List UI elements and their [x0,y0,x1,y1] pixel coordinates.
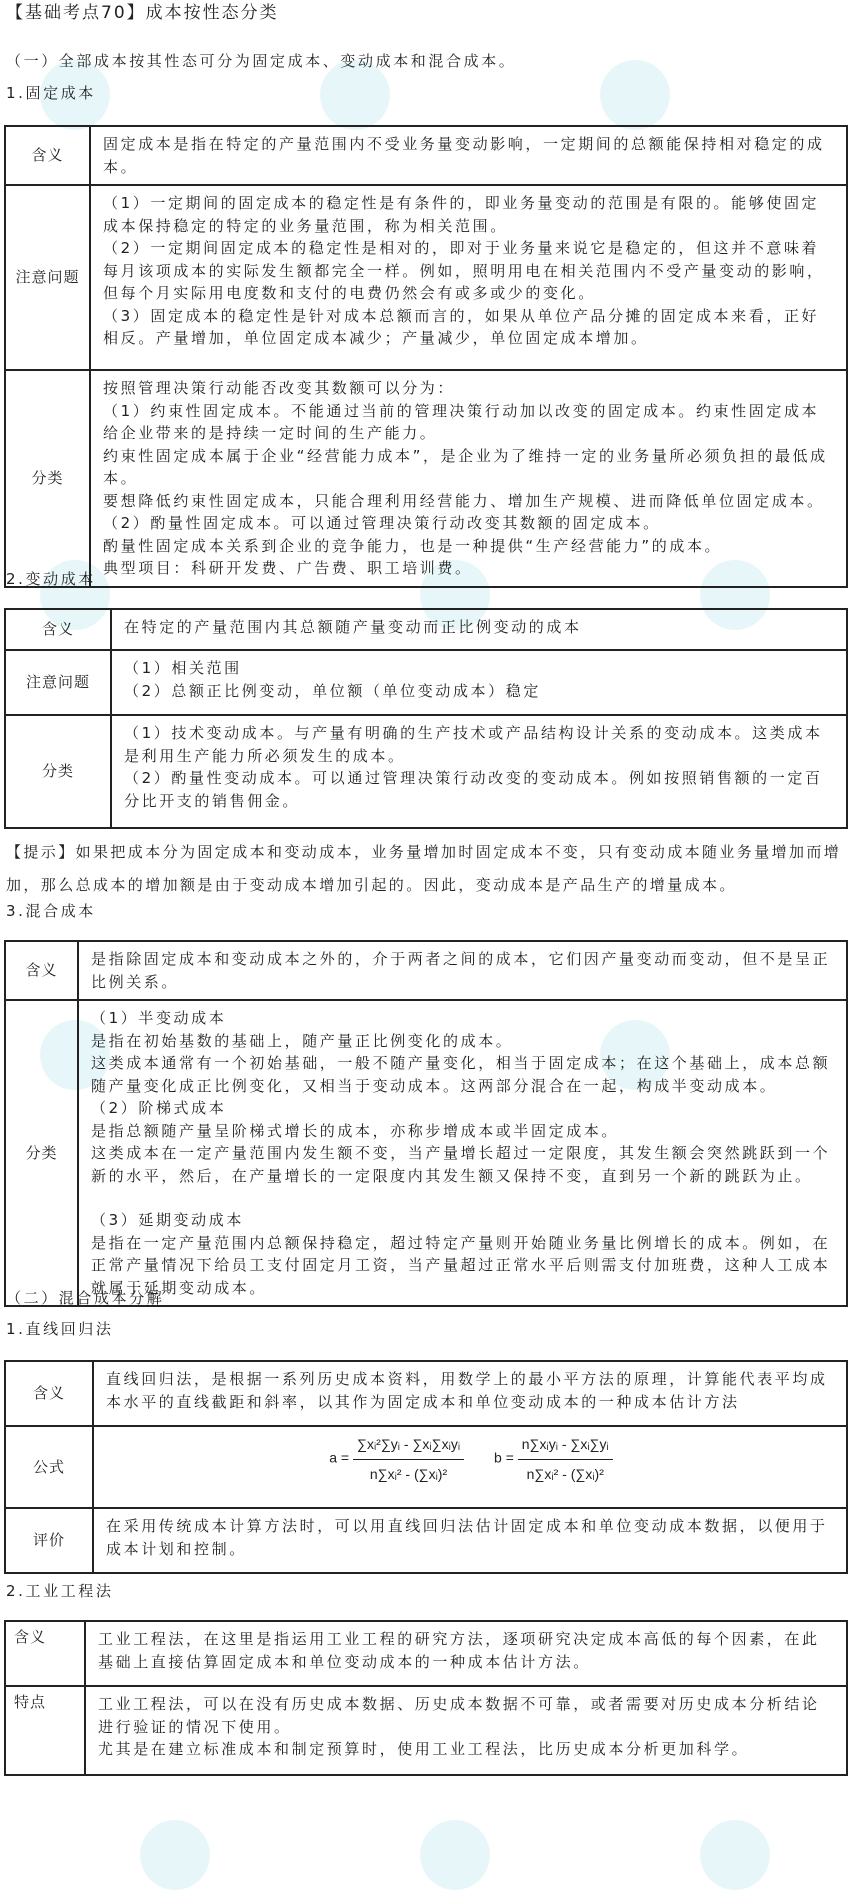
paragraph: （1）相关范围 [124,659,242,677]
paragraph: （3）延期变动成本 [91,1211,244,1229]
table-row [5,609,847,650]
mixed-cost-table [4,940,848,1307]
formula-a [329,1433,464,1485]
formula-b-lhs: b = [494,1449,514,1466]
paragraph: 工业工程法，在这里是指运用工业工程的研究方法，逐项研究决定成本高低的每个因素，在此基础上直接估算固定成本和单位变动成本的一种成本估计方法。 [98,1630,820,1671]
fixed-cost-table [4,125,848,588]
formula-cell [93,1426,847,1508]
paragraph: 这类成本通常有一个初始基础，一般不随产量变化，相当于固定成本；在这个基础上，成本总额随产量变化成正比例变化，又相当于变动成本。这两部分混合在一起，构成半变动成本。 [91,1054,831,1095]
page-title: 【基础考点70】成本按性态分类 [6,3,279,23]
row-label: 分类 [5,715,111,828]
watermark-logo [700,1820,770,1890]
variable-cost-table [4,608,848,829]
row-content [111,650,847,715]
row-content [90,185,847,370]
paragraph: （2）阶梯式成本 [91,1099,227,1117]
table-row [5,715,847,828]
row-label: 注意问题 [5,650,111,715]
table-row [5,126,847,185]
formula-b-denominator: n∑xᵢ² - (∑xᵢ)² [526,1465,604,1482]
formula-a-lhs: a = [329,1449,350,1466]
paragraph: 典型项目：科研开发费、广告费、职工培训费。 [103,559,473,577]
paragraph: 在特定的产量范围内其总额随产量变动而正比例变动的成本 [124,618,582,636]
table-row [5,1426,847,1508]
watermark-logo [420,1820,490,1890]
table-row [5,185,847,370]
section-heading-fixed: 1.固定成本 [6,84,96,102]
paragraph: 是指在初始基数的基础上，随产量正比例变化的成本。 [91,1031,514,1050]
paragraph: 按照管理决策行动能否改变其数额可以分为： [103,379,456,397]
row-content [111,715,847,828]
tip-text: 【提示】如果把成本分为固定成本和变动成本，业务量增加时固定成本不变，只有变动成本随业务量增加而增加，那么总成本的增加额是由于变动成本增加引起的。因此，变动成本是产品生产的增量成本。 [6,843,842,894]
row-content: 在采用传统成本计算方法时，可以用直线回归法估计固定成本和单位变动成本数据，以便用于成本计划和控制。 [93,1508,847,1573]
paragraph: （3）固定成本的稳定性是针对成本总额而言的，如果从单位产品分摊的固定成本来看，正好相反。产量增加，单位固定成本减少；产量减少，单位固定成本增加。 [103,306,820,347]
paragraph: 是指除固定成本和变动成本之外的，介于两者之间的成本，它们因产量变动而变动，但不是呈正比例关系。 [91,950,831,991]
table-row [5,1621,847,1686]
intro-text: （一）全部成本按其性态可分为固定成本、变动成本和混合成本。 [6,52,517,70]
table-row [5,650,847,715]
row-content: 直线回归法，是根据一系列历史成本资料，用数学上的最小平方法的原理，计算能代表平均成本水平的直线截距和斜率，以其作为固定成本和单位变动成本的一种成本估计方法 [93,1361,847,1426]
table-row [5,370,847,587]
paragraph: 要想降低约束性固定成本，只能合理利用经营能力、增加生产规模、进而降低单位固定成本。 [103,491,825,510]
paragraph: 尤其是在建立标准成本和制定预算时，使用工业工程法，比历史成本分析更加科学。 [98,1740,750,1758]
paragraph: （1）半变动成本 [91,1009,227,1027]
formula-b [494,1433,613,1485]
row-content [90,126,847,185]
paragraph: 工业工程法，可以在没有历史成本数据、历史成本数据不可靠，或者需要对历史成本分析结论进行验证的情况下使用。 [98,1695,820,1736]
row-content [111,609,847,650]
paragraph: 是指在一定产量范围内总额保持稳定，超过特定产量则开始随业务量比例增长的成本。例如，在正常产量情况下给员工支付固定月工资，当产量超过正常水平后则需支付加班费，这种人工成本就属于延期变动成本。 [91,1233,831,1297]
section-heading-decomposition: （二）混合成本分解 [6,1289,165,1307]
formula-a-numerator: ∑xᵢ²∑yᵢ - ∑xᵢ∑xᵢyᵢ [353,1433,464,1460]
paragraph: 这类成本在一定产量范围内发生额不变，当产量增长超过一定限度，其发生额会突然跳跃到一个新的水平，然后，在产量增长的一定限度内其发生额又保持不变，直到另一个新的跳跃为止。 [91,1144,831,1185]
row-label: 特点 [5,1686,85,1775]
formula-a-denominator: n∑xᵢ² - (∑xᵢ)² [369,1465,448,1482]
paragraph: 约束性固定成本属于企业“经营能力成本”，是企业为了维持一定的业务量所必须负担的最低成本。 [103,446,828,487]
row-label: 含义 [5,1621,85,1686]
paragraph: （1）一定期间的固定成本的稳定性是有条件的，即业务量变动的范围是有限的。能够使固定成本保持稳定的特定的业务量范围，称为相关范围。 [103,194,820,235]
watermark-logo [140,1820,210,1890]
row-label: 公式 [5,1426,93,1508]
row-label: 分类 [5,1000,78,1306]
paragraph: （2）酌量性变动成本。可以通过管理决策行动改变的变动成本。例如按照销售额的一定百分比开支的销售佣金。 [124,769,823,810]
row-label: 评价 [5,1508,93,1573]
section-heading-variable: 2.变动成本 [6,570,96,588]
section-heading-regression: 1.直线回归法 [6,1320,114,1338]
row-content [85,1621,847,1686]
paragraph: （2）一定期间固定成本的稳定性是相对的，即对于业务量来说它是稳定的，但这并不意味着每月该项成本的实际发生额都完全一样。例如，照明用电在相关范围内不受产量变动的影响，但每个月实际用电度数和支付的电费仍然会有或多或少的变化。 [103,239,825,302]
paragraph: （1）约束性固定成本。不能通过当前的管理决策行动加以改变的固定成本。约束性固定成本给企业带来的是持续一定时间的生产能力。 [103,401,820,442]
paragraph: （2）酌量性固定成本。可以通过管理决策行动改变其数额的固定成本。 [103,514,661,532]
table-row [5,1686,847,1775]
row-label: 含义 [5,126,90,185]
row-content [78,1000,847,1306]
paragraph [91,1187,836,1209]
table-row [5,1000,847,1306]
table-row [5,1508,847,1573]
paragraph: 酌量性固定成本关系到企业的竞争能力，也是一种提供“生产经营能力”的成本。 [103,536,723,555]
section-heading-engineering: 2.工业工程法 [6,1582,114,1600]
row-content [78,941,847,1000]
paragraph: 固定成本是指在特定的产量范围内不受业务量变动影响，一定期间的总额能保持相对稳定的成本。 [103,135,825,176]
paragraph: （1）技术变动成本。与产量有明确的生产技术或产品结构设计关系的变动成本。这类成本是利用生产能力所必须发生的成本。 [124,724,823,765]
table-row [5,941,847,1000]
engineering-table [4,1620,848,1776]
row-label: 含义 [5,1361,93,1426]
regression-table [4,1360,848,1574]
row-label: 分类 [5,370,90,587]
row-label: 注意问题 [5,185,90,370]
row-label: 含义 [5,941,78,1000]
row-label: 含义 [5,609,111,650]
paragraph: 是指总额随产量呈阶梯式增长的成本，亦称步增成本或半固定成本。 [91,1121,620,1140]
row-content [85,1686,847,1775]
row-content [90,370,847,587]
section-heading-mixed: 3.混合成本 [6,902,96,920]
formula-b-numerator: n∑xᵢyᵢ - ∑xᵢ∑yᵢ [518,1433,613,1460]
paragraph: （2）总额正比例变动，单位额（单位变动成本）稳定 [124,681,541,700]
table-row [5,1361,847,1426]
